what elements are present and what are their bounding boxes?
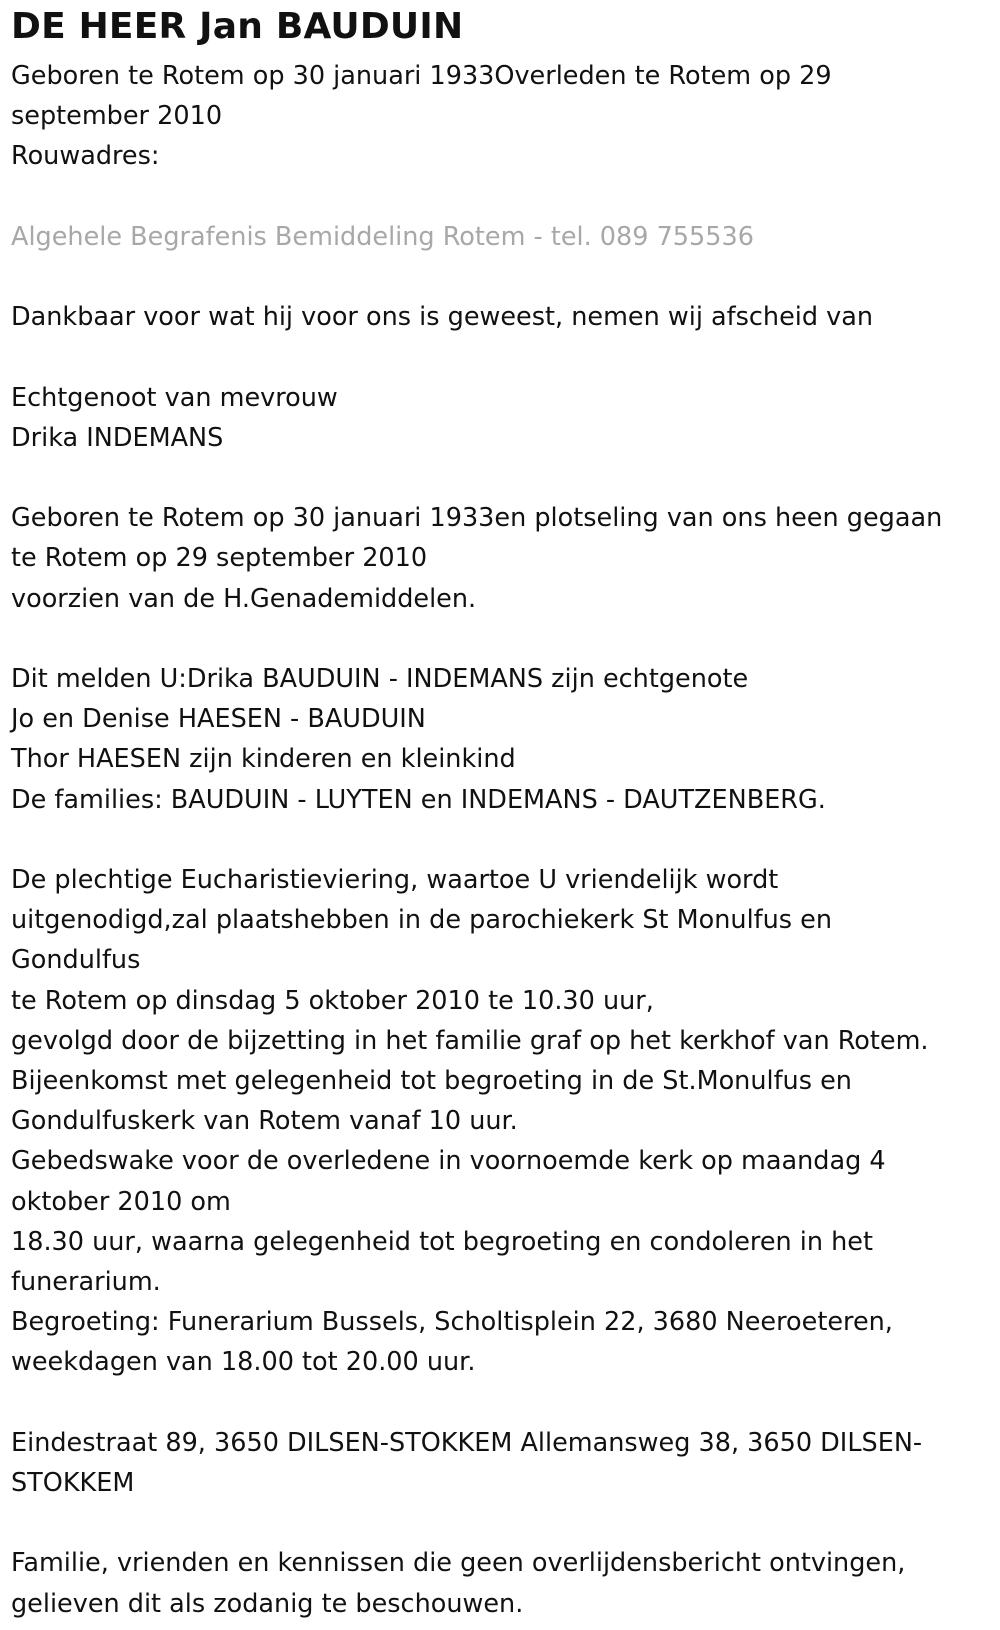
spouse-line-2: Drika INDEMANS xyxy=(11,422,224,453)
ceremony-line-12: Begroeting: Funerarium Bussels, Scholtisplein 22, 3680 Neeroeteren, xyxy=(11,1307,893,1338)
ceremony-line-6: Bijeenkomst met gelegenheid tot begroeting in de St.Monulfus en xyxy=(11,1065,852,1096)
page-title: DE HEER Jan BAUDUIN xyxy=(11,6,464,47)
spacer xyxy=(11,1383,990,1423)
header-line-date: september 2010 xyxy=(11,101,223,132)
ceremony-line-13: weekdagen van 18.00 tot 20.00 uur. xyxy=(11,1347,476,1378)
spacer xyxy=(11,458,990,498)
ceremony-line-2: uitgenodigd,zal plaatshebben in de parochiekerk St Monulfus en xyxy=(11,905,833,936)
family-line-3: Thor HAESEN zijn kinderen en kleinkind xyxy=(11,744,516,775)
ceremony-line-11: funerarium. xyxy=(11,1267,161,1297)
family-line-4: De families: BAUDUIN - LUYTEN en INDEMANS - DAUTZENBERG. xyxy=(11,784,826,815)
spouse-line-1: Echtgenoot van mevrouw xyxy=(11,382,338,413)
closing-line-2: gelieven dit als zodanig te beschouwen. xyxy=(11,1588,524,1619)
ceremony-line-8: Gebedswake voor de overledene in voornoemde kerk op maandag 4 xyxy=(11,1146,886,1177)
ceremony-line-9: oktober 2010 om xyxy=(11,1186,231,1217)
ceremony-line-1: De plechtige Eucharistieviering, waartoe U vriendelijk wordt xyxy=(11,864,779,895)
header-line-birth-death: Geboren te Rotem op 30 januari 1933Overleden te Rotem op 29 xyxy=(11,61,832,91)
addresses-line-1: Eindestraat 89, 3650 DILSEN-STOKKEM Allemansweg 38, 3650 DILSEN- xyxy=(11,1427,923,1458)
ceremony-line-5: gevolgd door de bijzetting in het familie graf op het kerkhof van Rotem. xyxy=(11,1025,929,1056)
closing-line-1: Familie, vrienden en kennissen die geen overlijdensbericht ontvingen, xyxy=(11,1548,906,1579)
funeral-home-contact: Algehele Begrafenis Bemiddeling Rotem - tel. 089 755536 xyxy=(11,221,754,252)
ceremony-line-3: Gondulfus xyxy=(11,945,141,976)
family-line-2: Jo en Denise HAESEN - BAUDUIN xyxy=(11,704,426,735)
spacer xyxy=(11,177,990,217)
header-line-address-label: Rouwadres: xyxy=(11,141,160,172)
birth-death-line-3: voorzien van de H.Genademiddelen. xyxy=(11,583,477,614)
ceremony-line-4: te Rotem op dinsdag 5 oktober 2010 te 10.30 uur, xyxy=(11,985,654,1016)
spacer xyxy=(11,619,990,659)
spacer xyxy=(11,337,990,377)
spacer xyxy=(11,820,990,860)
birth-death-line-1: Geboren te Rotem op 30 januari 1933en plotseling van ons heen gegaan xyxy=(11,503,943,534)
addresses-line-2: STOKKEM xyxy=(11,1468,135,1498)
spacer xyxy=(11,257,990,297)
ceremony-line-10: 18.30 uur, waarna gelegenheid tot begroeting en condoleren in het xyxy=(11,1226,873,1257)
family-line-1: Dit melden U:Drika BAUDUIN - INDEMANS zijn echtgenote xyxy=(11,663,749,694)
birth-death-line-2: te Rotem op 29 september 2010 xyxy=(11,543,428,574)
ceremony-line-7: Gondulfuskerk van Rotem vanaf 10 uur. xyxy=(11,1106,518,1137)
intro-text: Dankbaar voor wat hij voor ons is geweest, nemen wij afscheid van xyxy=(11,302,874,333)
spacer xyxy=(11,1503,990,1543)
